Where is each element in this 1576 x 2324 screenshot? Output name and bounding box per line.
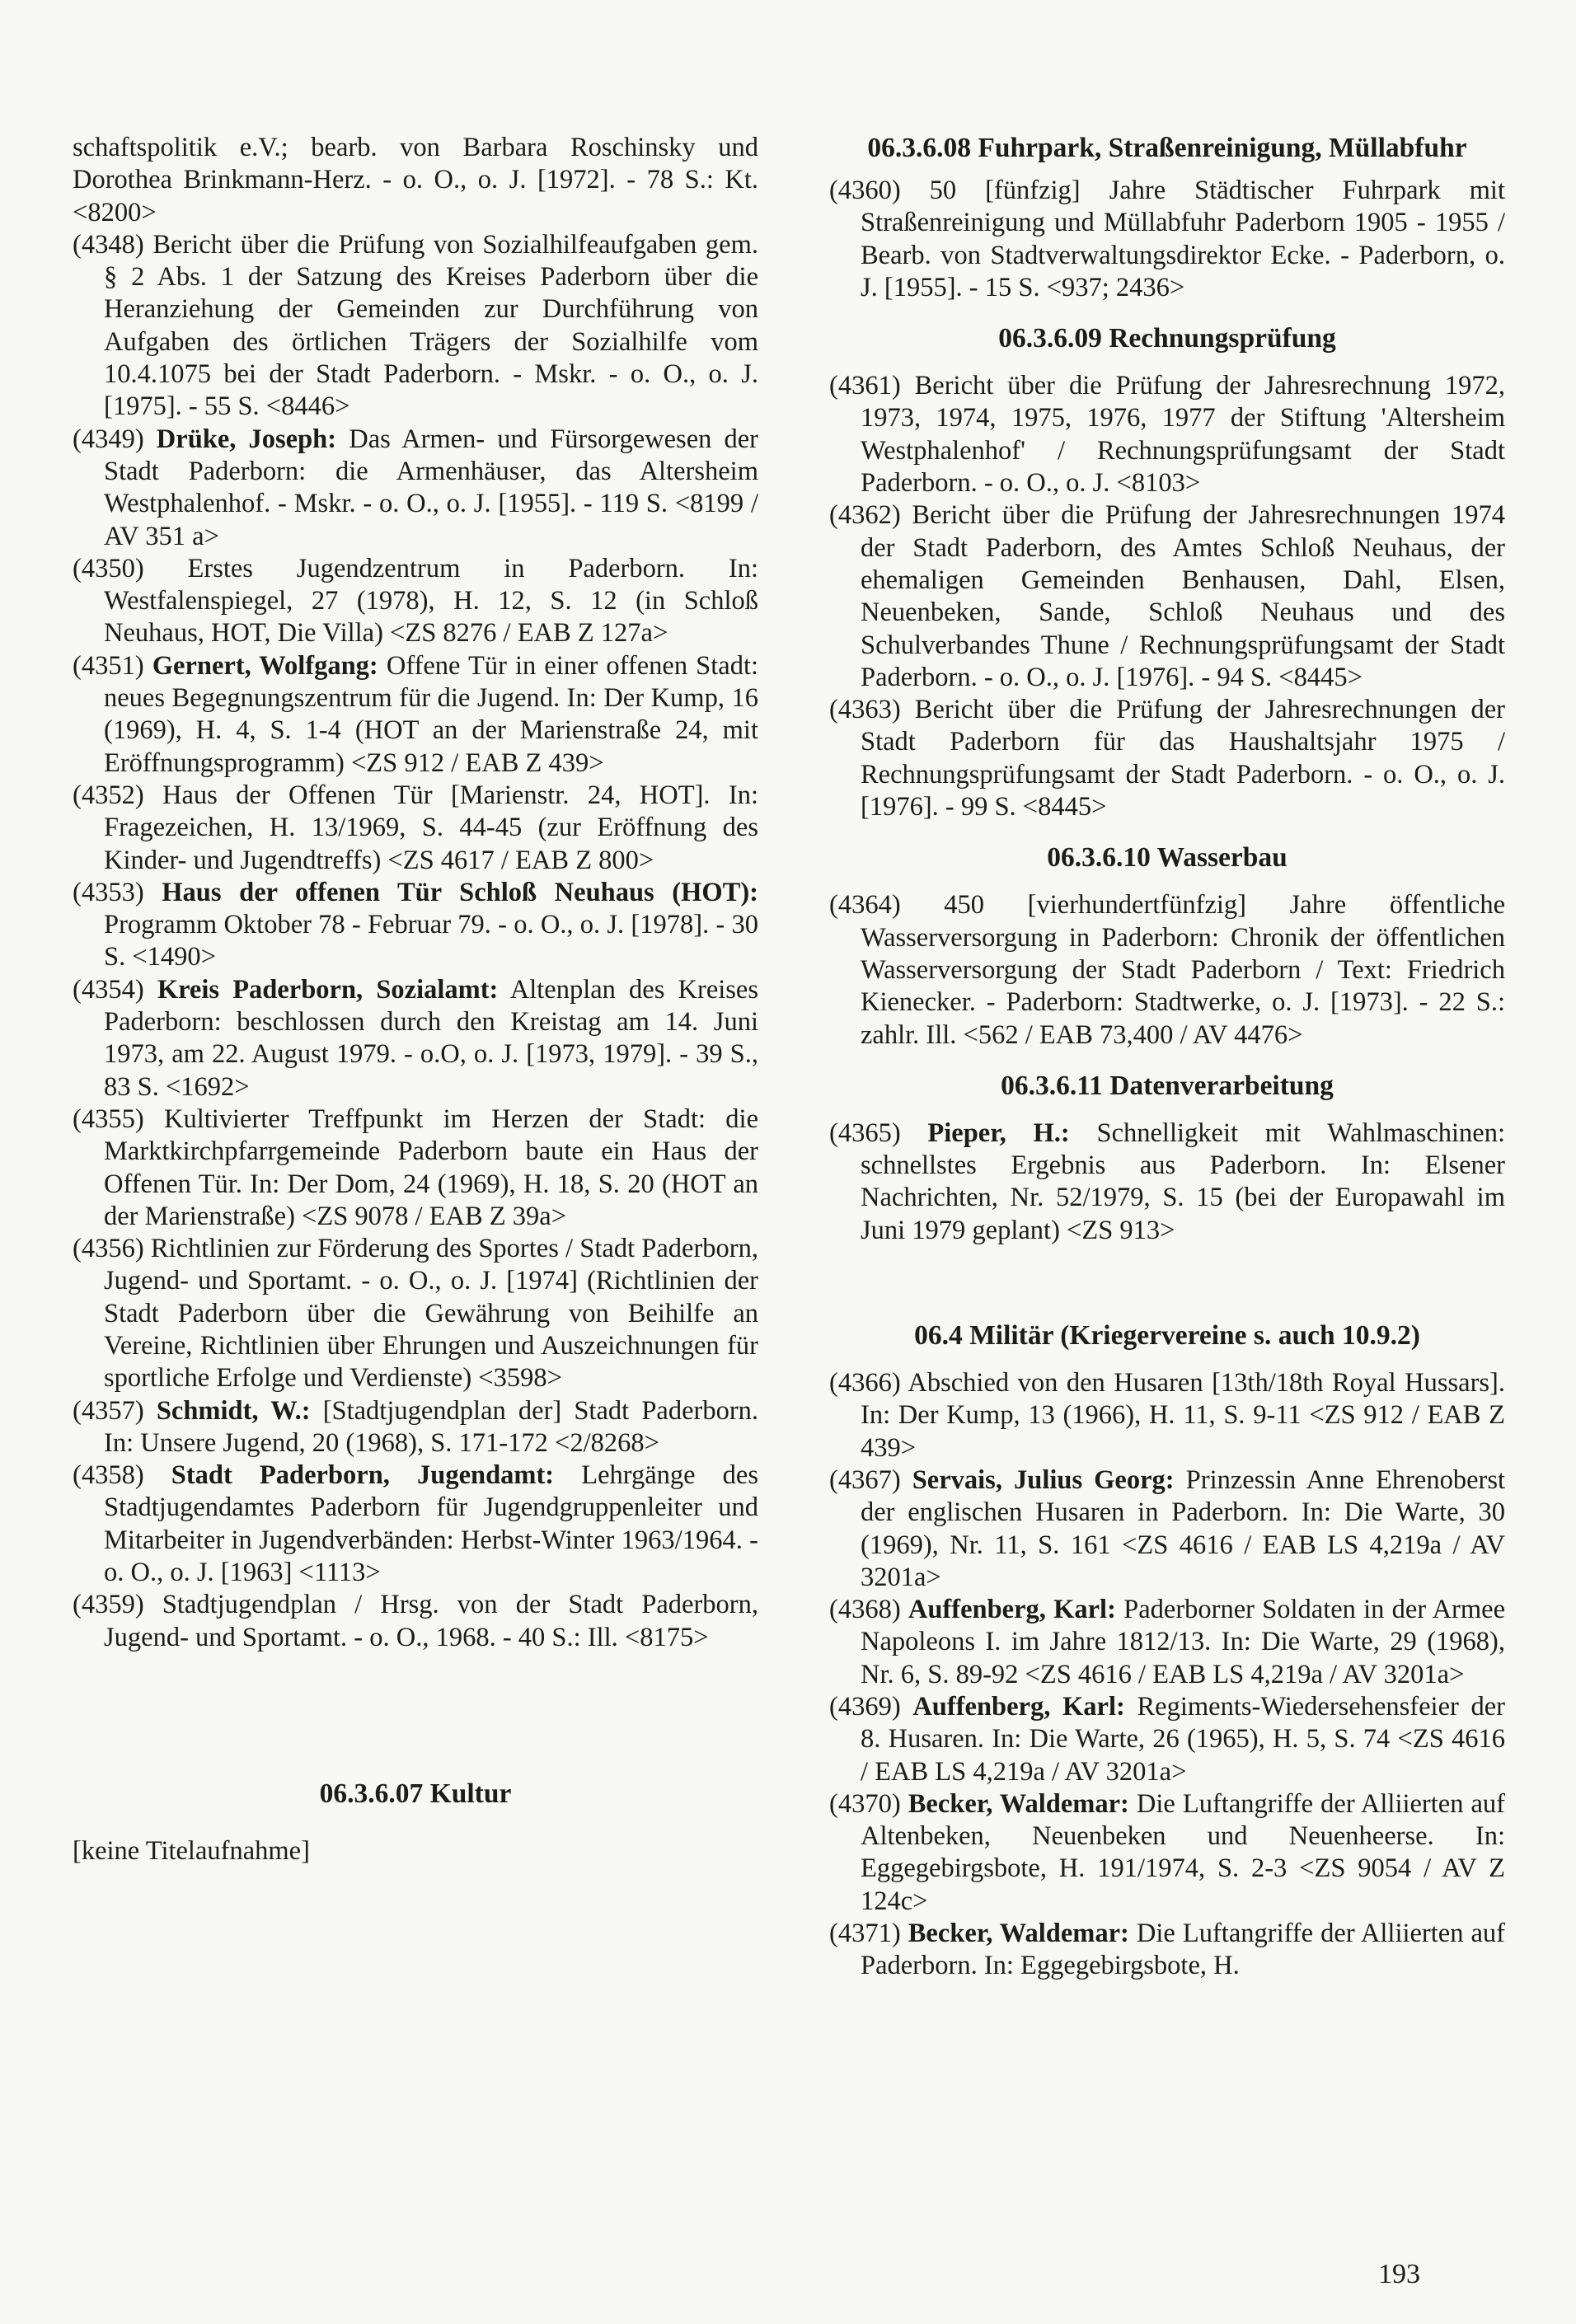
entry-text: Stadtjugendplan / Hrsg. von der Stadt Paderborn, Jugend- und Sportamt. - o. O., 1968. - 40 S.: Ill. <8175> (104, 1590, 758, 1652)
entry-4356 (73, 1233, 758, 1394)
entry-4366 (829, 1367, 1505, 1464)
entry-number: (4359) (73, 1590, 144, 1620)
entry-text: Altenplan des Kreises Paderborn: beschlossen durch den Kreistag am 14. Juni 1973, am 22. August 1979. - o.O, o. J. [1973, 1979]. - 39 S., 83 S. <1692> (104, 974, 758, 1102)
entry-text: Kultivierter Treffpunkt im Herzen der Stadt: die Marktkirchpfarrgemeinde Paderborn baute ein Haus der Offenen Tür. In: Der Dom, 24 (1969), H. 18, S. 20 (HOT an der Marienstraße) <ZS 9078 / EAB Z 39a> (104, 1103, 759, 1231)
entry-text: Haus der Offenen Tür [Marienstr. 24, HOT]. In: Fragezeichen, H. 13/1969, S. 44-45 (zur Eröffnung des Kinder- und Jugendtreffs) <ZS 4617 / EAB Z 800> (104, 780, 758, 875)
entry-number: (4371) (829, 1919, 901, 1949)
entry-4352 (73, 780, 758, 877)
entry-text: Programm Oktober 78 - Februar 79. - o. O., o. J. [1978]. - 30 S. <1490> (104, 910, 758, 972)
entry-text: Paderborner Soldaten in der Armee Napoleons I. im Jahre 1812/13. In: Die Warte, 29 (1968), Nr. 6, S. 89-92 <ZS 4616 / EAB LS 4,219a / AV 3201a> (861, 1595, 1506, 1689)
section-heading-datenverarbeitung: 06.3.6.11 Datenverarbeitung (1001, 1070, 1334, 1101)
entry-author: Auffenberg, Karl: (912, 1691, 1125, 1722)
left-column (73, 132, 758, 1867)
entry-text: Lehrgänge des Stadtjugendamtes Paderborn für Jugendgruppenleiter und Mitarbeiter in Jugendverbänden: Herbst-Winter 1963/1964. - o. O., o. J. [1963] <1113> (104, 1460, 759, 1588)
entry-number: (4363) (829, 695, 901, 725)
entry-4349 (73, 424, 758, 553)
entry-number: (4349) (73, 424, 144, 454)
section-heading-kultur: 06.3.6.07 Kultur (319, 1778, 512, 1809)
section-heading-militaer: 06.4 Militär (Kriegervereine s. auch 10.9.2) (914, 1320, 1420, 1352)
entry-text: Offene Tür in einer offenen Stadt: neues Begegnungszentrum für die Jugend. In: Der Kump, 16 (1969), H. 4, S. 1-4 (HOT an der Marienstraße 24, mit Eröffnungsprogramm) <ZS 912 / EAB Z 439> (104, 650, 759, 778)
entry-author: Auffenberg, Karl: (908, 1595, 1116, 1625)
entry-number: (4352) (73, 780, 144, 810)
entry-number: (4367) (829, 1464, 901, 1495)
entry-text: Das Armen- und Fürsorgewesen der Stadt Paderborn: die Armenhäuser, das Altersheim Westphalenhof. - Mskr. - o. O., o. J. [1955]. - 119 S. <8199 / AV 351 a> (104, 424, 758, 551)
entry-4361 (829, 370, 1505, 499)
entry-4357 (73, 1395, 758, 1460)
entry-author: Gernert, Wolfgang: (152, 650, 378, 681)
entry-text: 450 [vierhundertfünfzig] Jahre öffentliche Wasserversorgung in Paderborn: Chronik der öffentlichen Wasserversorgung der Stadt Paderborn / Text: Friedrich Kienecker. - Paderborn: Stadtwerke, o. J. [1973]. - 22 S.: zahlr. Ill. <562 / EAB 73,400 / AV 4476> (861, 890, 1505, 1050)
entry-number: (4354) (73, 974, 144, 1005)
entry-number: (4356) (73, 1234, 144, 1264)
entry-number: (4368) (829, 1595, 901, 1625)
entry-text: Abschied von den Husaren [13th/18th Royal Hussars]. In: Der Kump, 13 (1966), H. 11, S. 9-11 <ZS 912 / EAB Z 439> (861, 1368, 1505, 1463)
entry-text: Schnelligkeit mit Wahlmaschinen: schnellstes Ergebnis aus Paderborn. In: Elsener Nachrichten, Nr. 52/1979, S. 15 (bei der Europawahl im Juni 1979 geplant) <ZS 913> (861, 1117, 1506, 1245)
section-heading-fuhrpark: 06.3.6.08 Fuhrpark, Straßenreinigung, Müllabfuhr (867, 133, 1467, 163)
entry-4354 (73, 974, 758, 1103)
entry-number: (4353) (73, 877, 144, 907)
entry-number: (4355) (73, 1103, 144, 1134)
entry-author: Servais, Julius Georg: (912, 1464, 1175, 1495)
entry-4350 (73, 553, 758, 650)
entry-4351 (73, 650, 758, 780)
entry-4364 (829, 889, 1505, 1051)
entry-text: Die Luftangriffe der Alliierten auf Paderborn. In: Eggegebirgsbote, H. (861, 1919, 1506, 1981)
entry-4348 (73, 229, 758, 424)
entry-text: Bericht über die Prüfung von Sozialhilfeaufgaben gem. § 2 Abs. 1 der Satzung des Kreises Paderborn über die Heranziehung der Gemeinden zur Durchführung von Aufgaben des örtlichen Trägers der Sozialhilfe vom 10.4.1075 bei der Stadt Paderborn. - Mskr. - o. O., o. J. [1975]. - 55 S. <8446> (104, 229, 758, 422)
entry-author: Stadt Paderborn, Jugendamt: (171, 1460, 555, 1491)
entry-author: Pieper, H.: (927, 1117, 1070, 1148)
entry-4358 (73, 1460, 758, 1589)
entry-number: (4358) (73, 1460, 144, 1491)
entry-text: Richtlinien zur Förderung des Sportes / Stadt Paderborn, Jugend- und Sportamt. - o. O., o. J. [1974] (Richtlinien der Stadt Paderborn über die Gewährung von Beihilfe an Vereine, Richtlinien über Ehrungen und Auszeichnungen für sportliche Erfolge und Verdienste) <3598> (104, 1234, 758, 1394)
entry-number: (4348) (73, 229, 144, 260)
entry-number: (4360) (829, 176, 901, 205)
entry-author: Kreis Paderborn, Sozialamt: (157, 974, 499, 1005)
section-heading-wasserbau: 06.3.6.10 Wasserbau (1047, 842, 1288, 874)
entry-author: Becker, Waldemar: (908, 1788, 1129, 1819)
entry-author: Becker, Waldemar: (908, 1919, 1129, 1949)
entry-4362 (829, 499, 1505, 694)
entry-author: Drüke, Joseph: (156, 424, 337, 454)
entry-4371 (829, 1918, 1505, 1983)
page-number: 193 (1378, 2259, 1420, 2289)
entry-4365 (829, 1117, 1505, 1247)
entry-text: 50 [fünfzig] Jahre Städtischer Fuhrpark mit Straßenreinigung und Müllabfuhr Paderborn 1905 - 1955 / Bearb. von Stadtverwaltungsdirektor Ecke. - Paderborn, o. J. [1955]. - 15 S. <937; 2436> (861, 176, 1505, 302)
entry-text: Bericht über die Prüfung der Jahresrechnungen 1974 der Stadt Paderborn, des Amtes Schloß Neuhaus, der ehemaligen Gemeinden Benhausen, Dahl, Elsen, Neuenbeken, Sande, Schloß Neuhaus und des Schulverbandes Thune / Rechnungsprüfungsamt der Stadt Paderborn. - o. O., o. J. [1976]. - 94 S. <8445> (861, 500, 1505, 692)
entry-author: Haus der offenen Tür Schloß Neuhaus (HOT): (162, 877, 759, 907)
right-column (829, 132, 1505, 1983)
entry-text: Prinzessin Anne Ehrenoberst der englischen Husaren in Paderborn. In: Die Warte, 30 (1969), Nr. 11, S. 161 <ZS 4616 / EAB LS 4,219a / AV 3201a> (861, 1464, 1506, 1592)
entry-4363 (829, 694, 1505, 823)
entry-author: Schmidt, W.: (156, 1395, 311, 1426)
entry-text: Die Luftangriffe der Alliierten auf Altenbeken, Neuenbeken und Neuenheerse. In: Eggegebirgsbote, H. 191/1974, S. 2-3 <ZS 9054 / AV Z 124c> (861, 1788, 1506, 1916)
entry-number: (4366) (829, 1368, 901, 1399)
entry-4369 (829, 1691, 1505, 1788)
entry-number: (4369) (829, 1691, 901, 1722)
entry-4370 (829, 1788, 1505, 1918)
entry-4355 (73, 1103, 758, 1233)
entry-4368 (829, 1594, 1505, 1691)
entry-number: (4365) (829, 1117, 901, 1148)
section-heading-rechnungspruefung: 06.3.6.09 Rechnungsprüfung (998, 323, 1336, 354)
entry-number: (4357) (73, 1395, 144, 1426)
entry-number: (4364) (829, 890, 901, 921)
entry-4360 (829, 175, 1505, 304)
entry-number: (4361) (829, 371, 901, 401)
entry-number: (4362) (829, 500, 901, 531)
entry-text: [Stadtjugendplan der] Stadt Paderborn. In: Unsere Jugend, 20 (1968), S. 171-172 <2/8268> (104, 1395, 759, 1458)
entry-4347-continuation: schaftspolitik e.V.; bearb. von Barbara Roschinsky und Dorothea Brinkmann-Herz. - o. O., o. J. [1972]. - 78 S.: Kt. <8200> (73, 133, 758, 227)
entry-number: (4370) (829, 1788, 901, 1819)
entry-text: Regiments-Wiedersehensfeier der 8. Husaren. In: Die Warte, 26 (1965), H. 5, S. 74 <ZS 4616 / EAB LS 4,219a / AV 3201a> (861, 1691, 1505, 1787)
entry-text: Bericht über die Prüfung der Jahresrechnung 1972, 1973, 1974, 1975, 1976, 1977 der Stiftung 'Altersheim Westphalenhof' / Rechnungsprüfungsamt der Stadt Paderborn. - o. O., o. J. <8103> (861, 371, 1505, 499)
entry-number: (4350) (73, 553, 144, 583)
entry-number: (4351) (73, 650, 144, 681)
entry-text: Bericht über die Prüfung der Jahresrechnungen der Stadt Paderborn für das Haushaltsjahr 1975 / Rechnungsprüfungsamt der Stadt Paderborn. - o. O., o. J. [1976]. - 99 S. <8445> (861, 695, 1505, 822)
entry-text: Erstes Jugendzentrum in Paderborn. In: Westfalenspiegel, 27 (1978), H. 12, S. 12 (in Schloß Neuhaus, HOT, Die Villa) <ZS 8276 / EAB Z 127a> (104, 553, 758, 649)
entry-4367 (829, 1464, 1505, 1594)
entry-4353 (73, 877, 758, 974)
entry-4359 (73, 1589, 758, 1654)
no-entry-note: [keine Titelaufnahme] (73, 1835, 310, 1866)
